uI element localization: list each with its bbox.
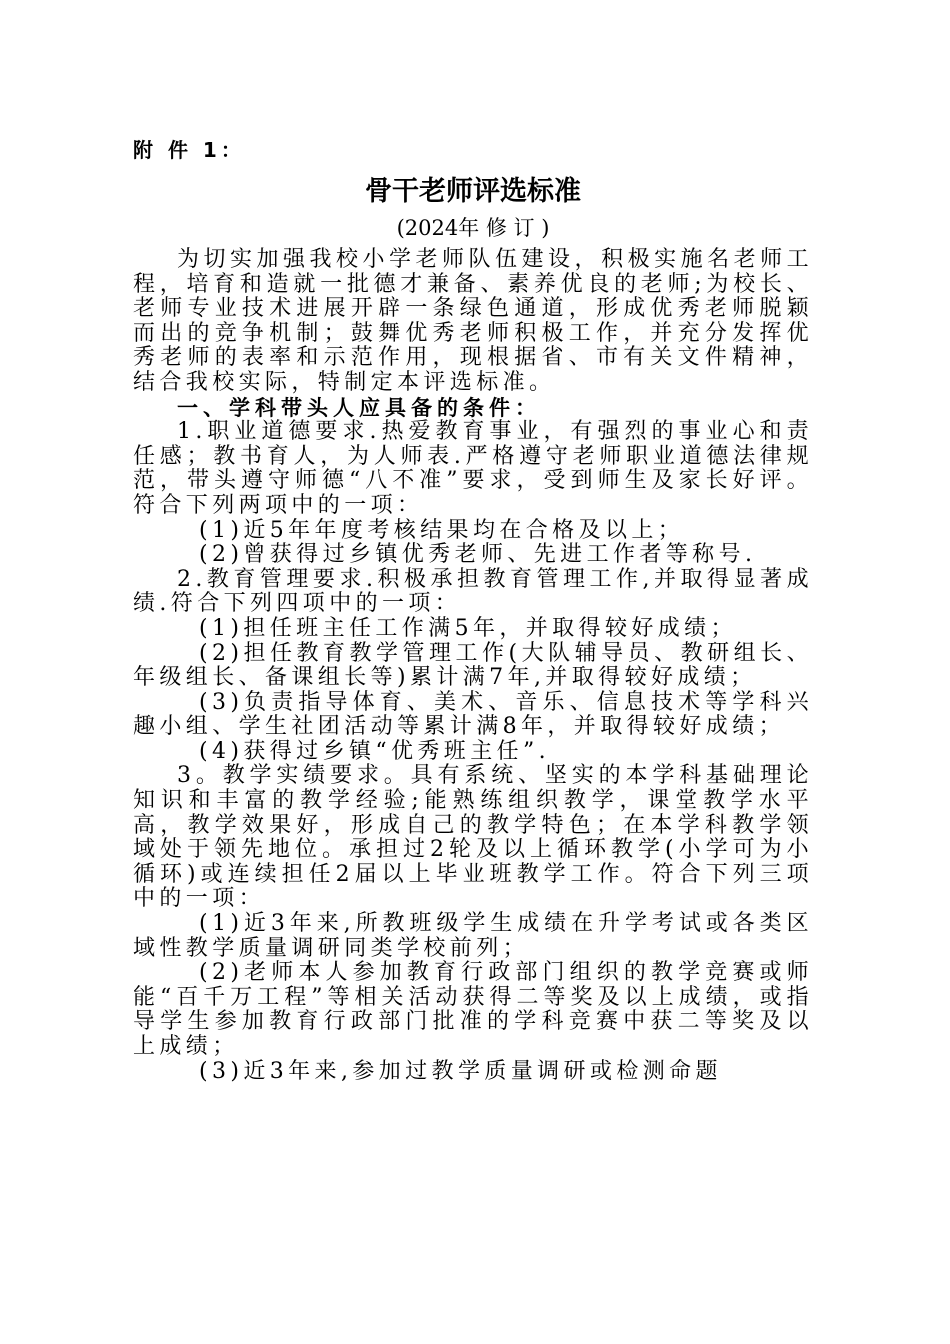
item-paragraph: 2.教育管理要求.积极承担教育管理工作,并取得显著成绩.符合下列四项中的一项： bbox=[133, 566, 813, 617]
sub-item: (4)获得过乡镇“优秀班主任”. bbox=[199, 738, 551, 764]
section-heading: 一、学科带头人应具备的条件： bbox=[177, 395, 541, 420]
sub-item: (3)负责指导体育、美术、音乐、信息技术等学科兴趣小组、学生社团活动等累计满8年，并取得较好成绩； bbox=[133, 689, 813, 740]
intro-paragraph: 为切实加强我校小学老师队伍建设，积极实施名老师工程，培育和造就一批德才兼备、素养优良的老师;为校长、老师专业技术进展开辟一条绿色通道，形成优秀老师脱颖而出的竞争机制；鼓舞优秀老师积极工作，并充分发挥优秀老师的表率和示范作用，现根据省、市有关文件精神，结合我校实际，特制定本评选标准。 bbox=[133, 247, 813, 395]
document-title: 骨干老师评选标准 bbox=[365, 176, 581, 207]
sub-item: (2)老师本人参加教育行政部门组织的教学竞赛或师能“百千万工程”等相关活动获得二等奖及以上成绩，或指导学生参加教育行政部门批准的学科竞赛中获二等奖及以上成绩； bbox=[133, 960, 813, 1059]
item-paragraph: 3。教学实绩要求。具有系统、坚实的本学科基础理论知识和丰富的教学经验;能熟练组织教学，课堂教学水平高，教学效果好，形成自己的教学特色；在本学科教学领域处于领先地位。承担过2轮及以上循环教学(小学可为小循环)或连续担任2届以上毕业班教学工作。符合下列三项中的一项： bbox=[133, 763, 813, 912]
sub-item: (1)近3年来,所教班级学生成绩在升学考试或各类区域性教学质量调研同类学校前列； bbox=[133, 911, 813, 961]
sub-item: (3)近3年来,参加过教学质量调研或检测命题 bbox=[199, 1058, 722, 1084]
document-subtitle: (2024年 修 订 ) bbox=[396, 216, 550, 240]
document-page bbox=[133, 136, 813, 1084]
sub-item: (2)担任教育教学管理工作(大队辅导员、教研组长、年级组长、备课组长等)累计满7年,并取得较好成绩； bbox=[133, 640, 813, 691]
sub-item: (1)担任班主任工作满5年，并取得较好成绩； bbox=[199, 615, 737, 641]
item-paragraph: 1.职业道德要求.热爱教育事业，有强烈的事业心和责任感；教书育人，为人师表.严格遵守老师职业道德法律规范，带头遵守师德“八不准”要求，受到师生及家长好评。符合下列两项中的一项： bbox=[133, 419, 813, 518]
sub-item: (2)曾获得过乡镇优秀老师、先进工作者等称号. bbox=[199, 542, 757, 568]
attachment-label: 附 件 1： bbox=[133, 138, 245, 162]
sub-item: (1)近5年年度考核结果均在合格及以上； bbox=[199, 517, 685, 543]
